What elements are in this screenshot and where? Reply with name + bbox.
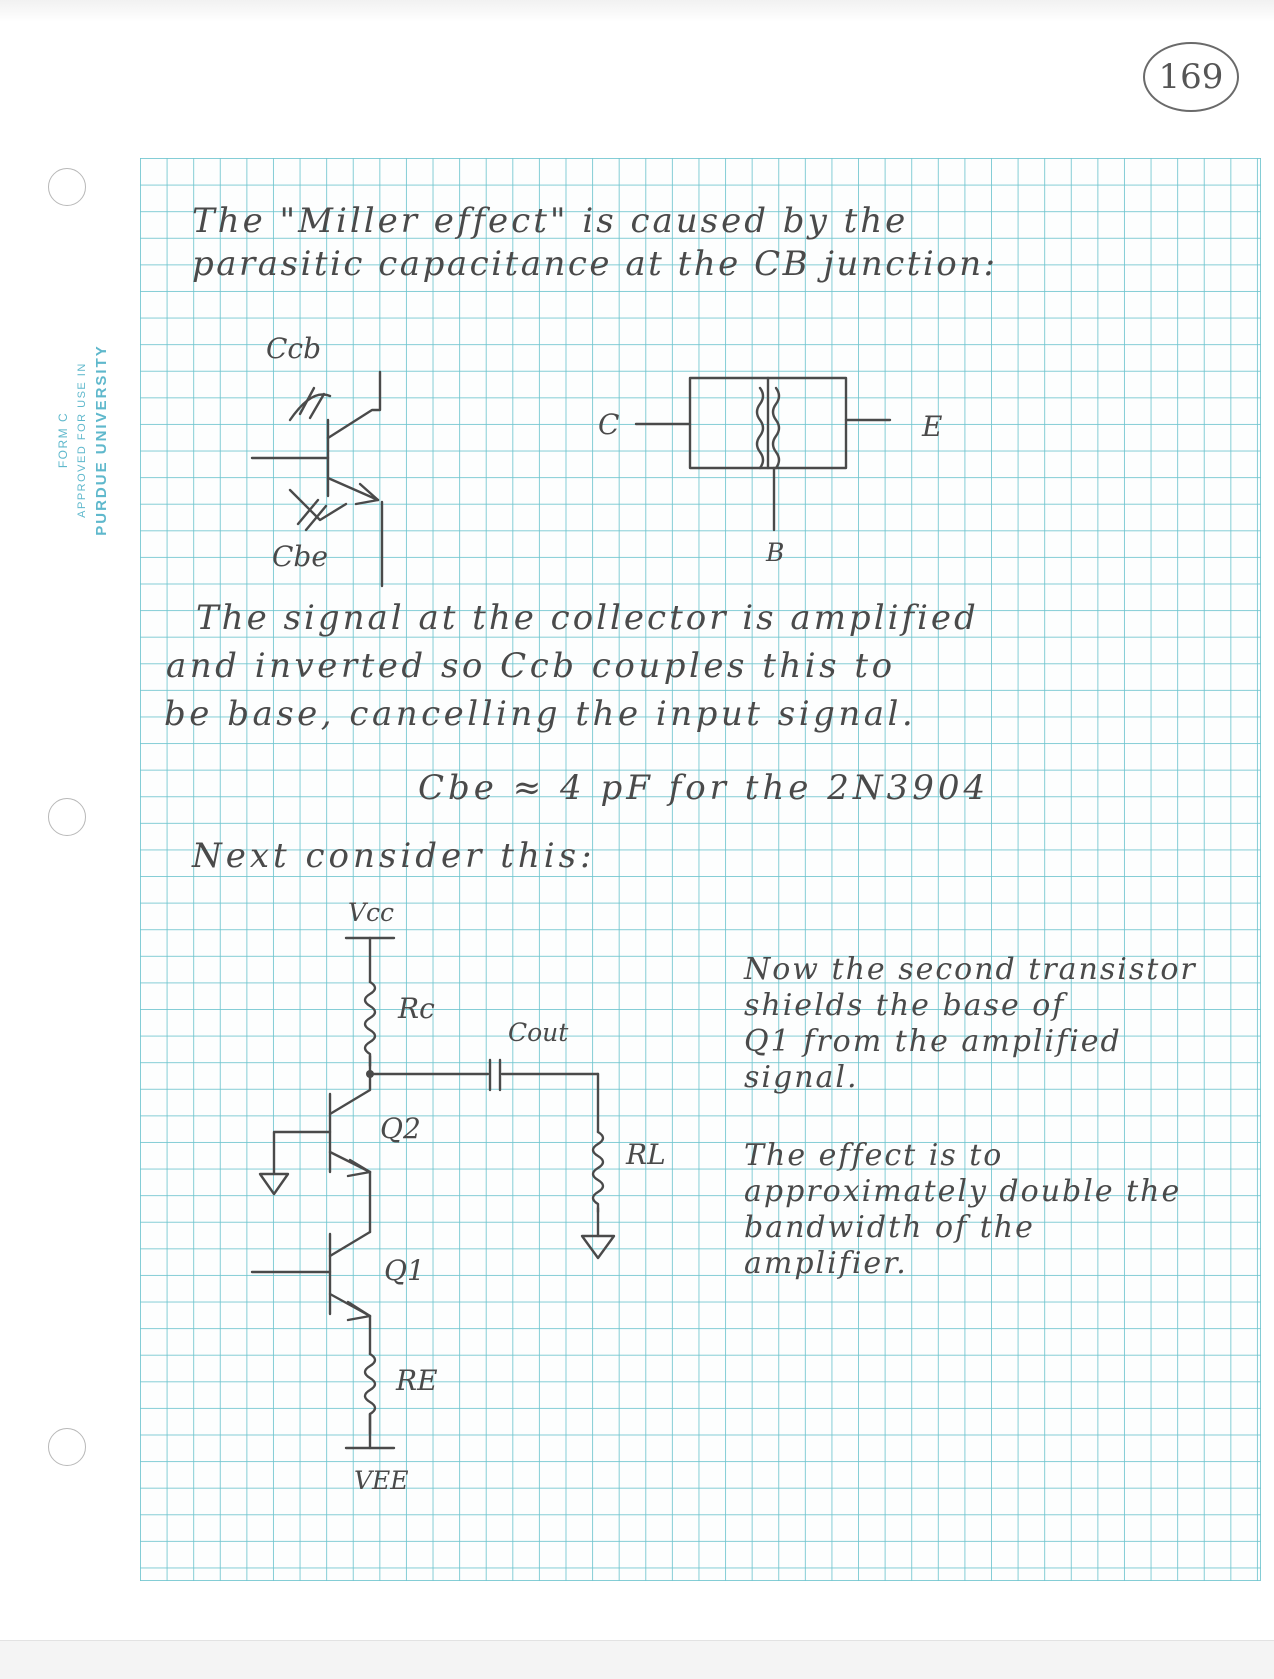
side-note-line-5: The effect is to xyxy=(744,1138,1004,1173)
note-line-1: The "Miller effect" is caused by the xyxy=(192,201,909,241)
side-note-line-2: shields the base of xyxy=(744,988,1066,1023)
label-rl: RL xyxy=(626,1138,666,1171)
junction-block-diagram xyxy=(636,378,890,530)
label-vee: VEE xyxy=(354,1466,409,1495)
label-rc: Rc xyxy=(398,992,435,1025)
note-line-2: parasitic capacitance at the CB junction: xyxy=(192,244,998,284)
note-line-5: be base, cancelling the input signal. xyxy=(164,694,917,734)
margin-label-form: FORM C xyxy=(56,411,70,469)
label-vcc: Vcc xyxy=(348,898,395,927)
label-c: C xyxy=(598,408,620,441)
label-ccb: Ccb xyxy=(266,332,322,365)
label-q1: Q1 xyxy=(384,1254,425,1287)
label-cout: Cout xyxy=(508,1018,569,1047)
note-line-6: Next consider this: xyxy=(192,836,596,876)
label-cbe: Cbe xyxy=(272,540,328,573)
note-equation: Cbe ≈ 4 pF for the 2N3904 xyxy=(418,768,990,808)
note-line-3: The signal at the collector is amplified xyxy=(196,598,979,638)
margin-label-university: PURDUE UNIVERSITY xyxy=(93,344,110,536)
side-note-line-1: Now the second transistor xyxy=(744,952,1197,987)
margin-label-approved: APPROVED FOR USE IN xyxy=(76,362,88,518)
side-note-line-7: bandwidth of the xyxy=(744,1210,1035,1245)
label-q2: Q2 xyxy=(380,1112,421,1145)
label-e: E xyxy=(922,410,943,443)
label-b: B xyxy=(766,538,785,567)
side-note-line-4: signal. xyxy=(744,1060,859,1095)
side-note-line-6: approximately double the xyxy=(744,1174,1182,1209)
label-re: RE xyxy=(396,1364,438,1397)
side-note-line-3: Q1 from the amplified xyxy=(744,1024,1122,1059)
note-line-4: and inverted so Ccb couples this to xyxy=(166,646,896,686)
side-note-line-8: amplifier. xyxy=(744,1246,908,1281)
page-number: 169 xyxy=(1143,42,1239,112)
